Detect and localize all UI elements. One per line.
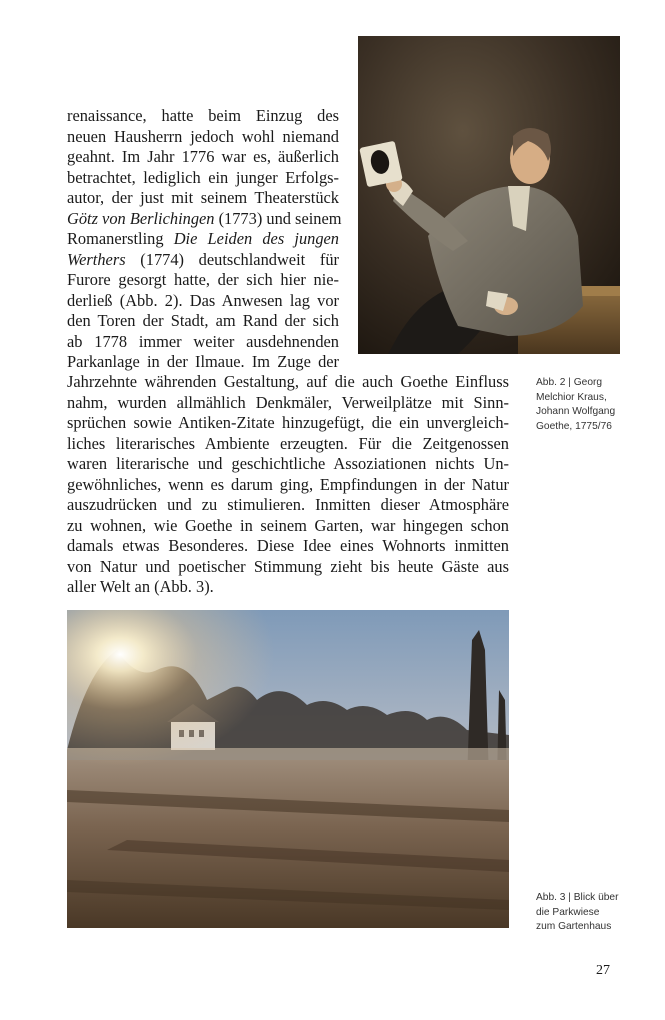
text-line: betrachtet, lediglich ein junger Erfolgs- [67,167,339,187]
text-line: Parkanlage in der Ilmaue. Im Zuge der [67,352,339,371]
text-line: damals etwas Besonderes. Diese Idee eines Wohnorts inmitten [67,536,509,555]
caption-line: Abb. 2 | Georg [536,377,603,388]
text-line: von Natur und poetischer Stimmung zieht bis heute Gäste aus [67,556,509,576]
body-text-wide-column [67,372,509,598]
text-fragment: (1774) deutschlandweit für [125,249,339,269]
text-fragment: Romanerstling [67,229,174,248]
text-line: zu wohnen, wie Goethe in seinem Garten, war hingegen schon [67,515,509,535]
work-title-werther-cont: Werthers [67,249,126,269]
portrait-painting-image [358,36,620,354]
text-line: Jahrzehnte währenden Gestaltung, auf die auch Goethe Einfluss [67,372,509,391]
text-line: geahnt. Im Jahr 1776 war es, äußerlich [67,147,339,166]
text-line: renaissance, hatte beim Einzug des [67,106,339,125]
text-line [67,250,339,271]
text-line: den Toren der Stadt, am Rand der sich [67,311,339,330]
text-line: auszudrücken und zu stimulieren. Inmitten dieser Atmosphäre [67,495,509,514]
garden-house-photo-image [67,610,509,928]
text-fragment: (1773) und seinem [214,208,342,228]
text-line: liches literarisches Ambiente erzeugten. Für die Zeitgenossen [67,433,509,453]
text-line: neuen Hausherrn jedoch wohl niemand [67,126,339,146]
work-title-goetz: Götz von Berlichingen [67,208,215,228]
text-line: gewöhnliches, wenn es darum ging, Empfindungen in der Natur [67,474,509,494]
caption-figure-2 [536,376,615,434]
body-text-narrow-column [67,106,342,373]
text-line: Furore gesorgt hatte, der sich hier nie- [67,270,339,289]
text-line: waren literarische und geschichtliche Assoziationen nichts Un- [67,454,509,473]
text-line [67,229,339,250]
text-line [67,208,342,230]
text-line: sprüchen sowie Antiken-Zitate hinzugefügt, die ein unvergleich- [67,413,509,432]
work-title-werther: Die Leiden des jungen [173,229,340,248]
caption-line: Abb. 3 | Blick über [536,892,619,903]
caption-figure-3 [536,891,619,935]
caption-line: zum Gartenhaus [536,921,612,932]
caption-line: Goethe, 1775/76 [536,420,612,432]
text-line: autor, der just mit seinem Theaterstück [67,188,339,207]
caption-line: die Parkwiese [536,906,600,918]
page-number: 27 [596,963,610,978]
caption-line: Johann Wolfgang [536,406,616,417]
caption-line: Melchior Kraus, [536,391,607,403]
text-line: aller Welt an (Abb. 3). [67,577,214,596]
text-line: nahm, wurden allmählich Denkmäler, Verweilplätze mit Sinn- [67,392,509,412]
text-line: ab 1778 immer weiter ausdehnenden [67,331,339,351]
text-line: derließ (Abb. 2). Das Anwesen lag vor [67,290,339,310]
